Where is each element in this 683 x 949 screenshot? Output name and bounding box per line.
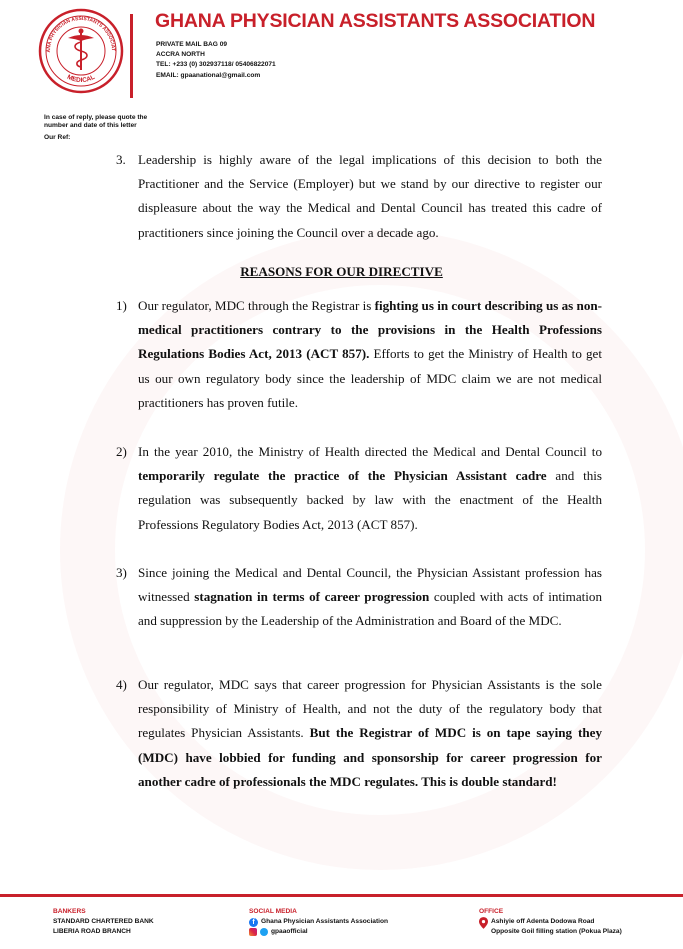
header-divider (130, 14, 133, 98)
footer-office (479, 907, 622, 937)
address-line: PRIVATE MAIL BAG 09 (156, 41, 228, 48)
section-heading: REASONS FOR OUR DIRECTIVE (240, 264, 443, 279)
org-name: GHANA PHYSICIAN ASSISTANTS ASSOCIATION (155, 10, 596, 32)
handle-row[interactable] (249, 927, 388, 937)
point-number: 3. (116, 152, 126, 167)
reply-note-line: number and date of this letter (44, 122, 137, 130)
reason-number: 4) (116, 677, 127, 692)
reason-number: 1) (116, 298, 127, 313)
address-line: ACCRA NORTH (156, 51, 205, 59)
phone-line: TEL: +233 (0) 302937118/ 05406822071 (156, 61, 276, 69)
reason-text: Efforts to get the Ministry of Health to get us our own regulatory body since the leadership of MDC claim we are not medical practitioners has proven futile. (138, 346, 602, 410)
facebook-row[interactable] (249, 917, 388, 927)
email-line: EMAIL: gpaanational@gmail.com (156, 71, 261, 79)
footer-divider (0, 894, 683, 897)
bank-name: STANDARD CHARTERED BANK (53, 918, 154, 925)
reason-text: and this regulation was subsequently backed by law with the enactment of the Health Professions Regulatory Bodies Act, 2013 (ACT 857). (138, 468, 602, 532)
reason-3 (116, 561, 603, 634)
office-title: OFFICE (479, 908, 504, 915)
reason-emphasis: stagnation in terms of career progression (194, 589, 430, 605)
reason-text: coupled with acts of intimation and suppression by the Leadership of the Administration and Board of the MDC. (138, 589, 603, 629)
point-text: Leadership is highly aware of the legal implications of this decision to both the Practitioner and the Service (Employer) but we stand by our directive to register our displeasure about the way the Medical and Dental Council has treated this cadre of practitioners since joining the Council over a decade ago. (138, 152, 602, 240)
reply-note-line: In case of reply, please quote the (44, 114, 148, 121)
reason-number: 2) (116, 444, 127, 459)
footer-bankers (53, 907, 154, 937)
logo-arc-text: ANA PHYSICIAN ASSISTANTS ASSOCIAT (45, 15, 117, 53)
association-logo (38, 8, 124, 94)
reason-text: Our regulator, MDC says that career progression for Physician Assistants is the sole responsibility of Ministry of Health, and not the duty of the regulatory body that regulates Physician Assistants. (138, 677, 602, 741)
office-line: Ashiyie off Adenta Dodowa Road (491, 918, 595, 925)
reason-text: In the year 2010, the Ministry of Health directed the Medical and Dental Council to (138, 444, 602, 459)
bankers-title: BANKERS (53, 908, 86, 915)
reason-2 (116, 440, 602, 537)
footer-social (249, 907, 388, 937)
reason-emphasis: temporarily regulate the practice of the Physician Assistant cadre (138, 468, 547, 484)
reason-emphasis: fighting us in court describing us as non-medical practitioners contrary to the provisions in the Health Professions Regulations Bodies Act, 2013 (ACT 857). (138, 298, 603, 362)
logo-bottom-text: MEDICAL (65, 73, 97, 85)
twitter-icon (260, 928, 268, 936)
facebook-page: Ghana Physician Assistants Association (261, 918, 389, 925)
reply-note (44, 114, 147, 131)
facebook-icon: f (249, 918, 258, 927)
reason-text: Our regulator, MDC through the Registrar is (138, 298, 375, 313)
social-title: SOCIAL MEDIA (249, 908, 297, 915)
reason-4 (116, 673, 602, 794)
reason-1 (116, 294, 603, 415)
reason-emphasis: But the Registrar of MDC is on tape saying they (MDC) have lobbied for funding and sponsorship for career progression for another cadre of professionals the MDC regulates. This is double standard! (138, 725, 602, 789)
bank-branch: LIBERIA ROAD BRANCH (53, 928, 131, 935)
point-3 (116, 148, 602, 245)
office-address (479, 917, 622, 937)
location-pin-icon (479, 917, 488, 929)
our-ref: Our Ref: (44, 134, 71, 141)
office-line: Opposite Goil filling station (Pokua Plaza) (491, 928, 622, 935)
address-block (156, 40, 276, 81)
reason-text: Since joining the Medical and Dental Council, the Physician Assistant profession has witnessed (138, 565, 602, 605)
instagram-icon (249, 928, 257, 936)
social-handle: gpaaofficial (271, 928, 308, 935)
reason-number: 3) (116, 565, 127, 580)
